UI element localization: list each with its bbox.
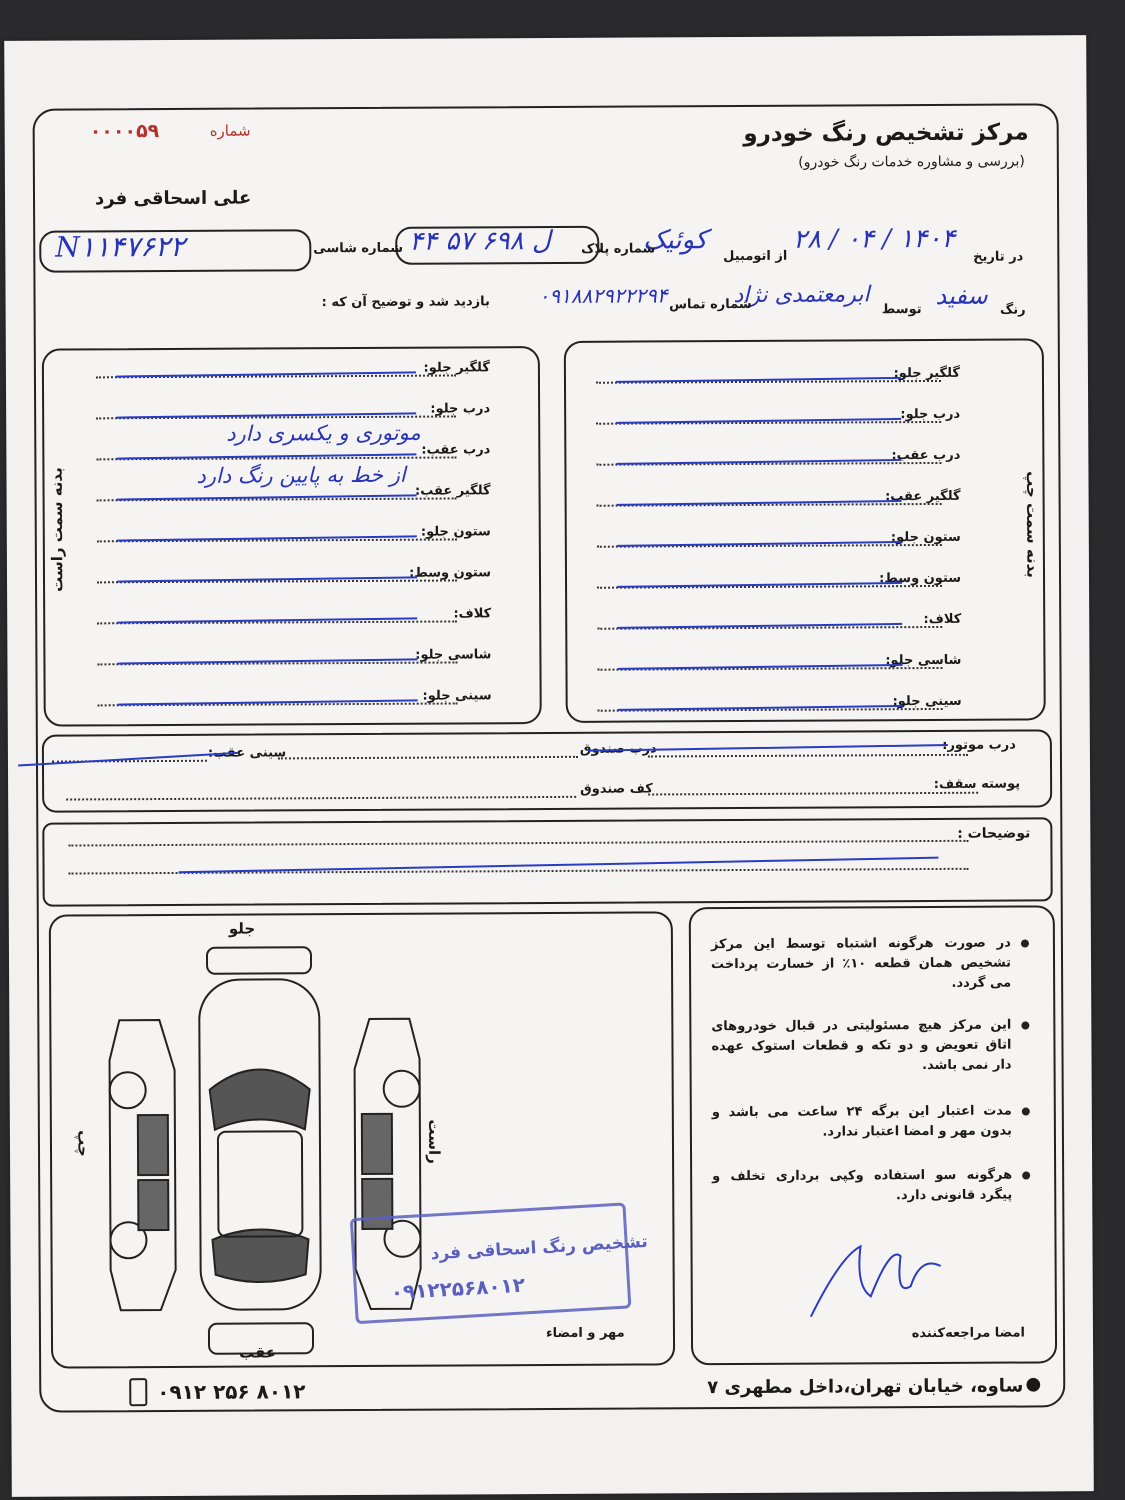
phone-value: ۰۹۱۸۸۲۹۲۲۲۹۴ — [538, 283, 668, 309]
term-bullet-icon — [1022, 1171, 1030, 1179]
plate-label: شماره پلاک — [581, 241, 656, 257]
left-item-label: ستون وسط: — [879, 570, 962, 587]
right-item-label: شاسی جلو: — [415, 647, 492, 663]
hood-label: درب موتور: — [942, 737, 1016, 753]
diagram-front-label: جلو — [228, 919, 256, 938]
trunk-floor-label: کف صندوق — [580, 781, 653, 797]
right-item-label: گلگیر عقب: — [414, 483, 491, 499]
middle-section — [42, 729, 1052, 812]
rear-tray-label: سینی عقب: — [207, 745, 287, 761]
term-text: مدت اعتبار این برگه ۲۴ ساعت می باشد و بدون مهر و امضا اعتبار ندارد. — [711, 1103, 1012, 1140]
left-item-label: ستون جلو: — [890, 529, 961, 546]
owner-name: علی اسحاقی فرد — [94, 187, 252, 210]
chassis-label: شماره شاسی — [313, 240, 403, 257]
footer-phone: ۰۹۱۲ ۲۵۶ ۸۰۱۲ — [157, 1379, 306, 1405]
diagram-right-label: راست — [425, 1119, 444, 1164]
left-item-label: گلگیر عقب: — [885, 488, 961, 505]
term-text: در صورت هرگونه اشتباه توسط این مرکز تشخیص همان قطعه ۱۰٪ از خسارت پرداخت می گردد. — [710, 935, 1012, 991]
form-number-label: شماره — [209, 121, 251, 140]
signature-label: امضا مراجعه‌کننده — [911, 1325, 1026, 1342]
right-front-wheel — [384, 1071, 420, 1107]
left-rear-door — [138, 1180, 168, 1230]
left-item-label: گلگیر جلو: — [893, 365, 960, 382]
roof-label: پوسته سقف: — [933, 776, 1021, 792]
form-title: مرکز تشخیص رنگ خودرو — [743, 119, 1029, 147]
comments-label: توضیحات : — [957, 825, 1031, 842]
car-value: کوئیک — [642, 225, 708, 256]
left-item-label: شاسی جلو: — [885, 652, 962, 669]
stamp — [350, 1202, 632, 1324]
right-item-label: درب عقب: — [421, 442, 491, 458]
left-item-label: کلاف: — [923, 611, 962, 628]
date-value: ۲۸ / ۰۴ / ۱۴۰۴ — [792, 223, 956, 255]
term-text: این مرکز هیچ مسئولیتی در قبال خودروهای اتاق تعویض و دو تکه و قطعات استوک عهده دار نمی باشد. — [711, 1017, 1012, 1074]
customer-signature — [800, 1236, 950, 1327]
left-panel-title: بدنه سمت چپ — [1022, 470, 1042, 578]
comments-box — [42, 817, 1052, 906]
diagram-left-label: چپ — [74, 1130, 93, 1157]
left-item-label: درب عقب: — [891, 447, 961, 464]
form-subtitle: (بررسی و مشاوره خدمات رنگ خودرو) — [798, 153, 1025, 171]
plate-value: ۴۴ ل ۶۹۸ ۵۷ — [409, 225, 551, 257]
front-bumper — [207, 947, 311, 974]
location-pin-icon: ● — [1025, 1373, 1042, 1395]
term-bullet-icon — [1021, 1021, 1029, 1029]
visit-text: بازدید شد و توضیح آن که : — [321, 294, 490, 311]
car-windshield — [210, 1069, 310, 1130]
by-value: ابرمعتمدی نژاد — [733, 282, 870, 309]
stamp-phone: ۰۹۱۲۲۵۶۸۰۱۲ — [390, 1272, 526, 1305]
right-front-door — [362, 1114, 392, 1174]
right-panel-title: بدنه سمت راست — [47, 467, 67, 592]
date-label: در تاریخ — [973, 249, 1024, 265]
term-text: هرگونه سو استفاده وکپی برداری تخلف و پیگرد قانونی دارد. — [712, 1167, 1013, 1204]
right-item-label: ستون وسط: — [409, 565, 492, 581]
by-label: توسط — [881, 302, 922, 318]
right-item-label: ستون جلو: — [420, 524, 491, 540]
right-item-label: درب جلو: — [430, 401, 491, 417]
color-value: سفید — [935, 281, 988, 310]
phone-label: شماره تماس — [669, 296, 752, 313]
left-front-wheel — [110, 1072, 146, 1108]
color-label: رنگ — [999, 302, 1026, 318]
term-bullet-icon — [1022, 1107, 1030, 1115]
rear-bumper — [209, 1323, 313, 1354]
mobile-phone-icon — [129, 1378, 147, 1406]
inspection-form-sheet — [4, 35, 1094, 1497]
stamp-text: تشخیص رنگ اسحاقی فرد — [430, 1231, 649, 1265]
right-rear-door-note: موتوری و یکسری دارد — [226, 420, 421, 446]
right-item-label: گلگیر جلو: — [423, 360, 490, 376]
form-number-value: ۰۰۰۰۵۹ — [89, 120, 160, 143]
car-roof — [218, 1131, 303, 1236]
term-bullet-icon — [1021, 939, 1029, 947]
left-front-door — [138, 1115, 168, 1175]
right-item-label: کلاف: — [453, 606, 492, 622]
diagram-rear-label: عقب — [239, 1343, 277, 1362]
left-item-label: درب جلو: — [900, 406, 961, 423]
chassis-value: N۱۱۴۷۶۲۲ — [55, 229, 186, 264]
right-rear-fender-note: از خط به پایین رنگ دارد — [196, 462, 406, 488]
footer-address: ساوه، خیابان تهران،داخل مطهری ۷ — [707, 1375, 1024, 1399]
left-item-label: سینی جلو: — [892, 693, 962, 710]
car-label: از اتومبیل — [723, 248, 788, 265]
stamp-label: مهر و امضاء — [545, 1325, 625, 1342]
right-item-label: سینی جلو: — [422, 688, 492, 704]
trunk-lid-label: درب صندوق — [579, 741, 657, 757]
